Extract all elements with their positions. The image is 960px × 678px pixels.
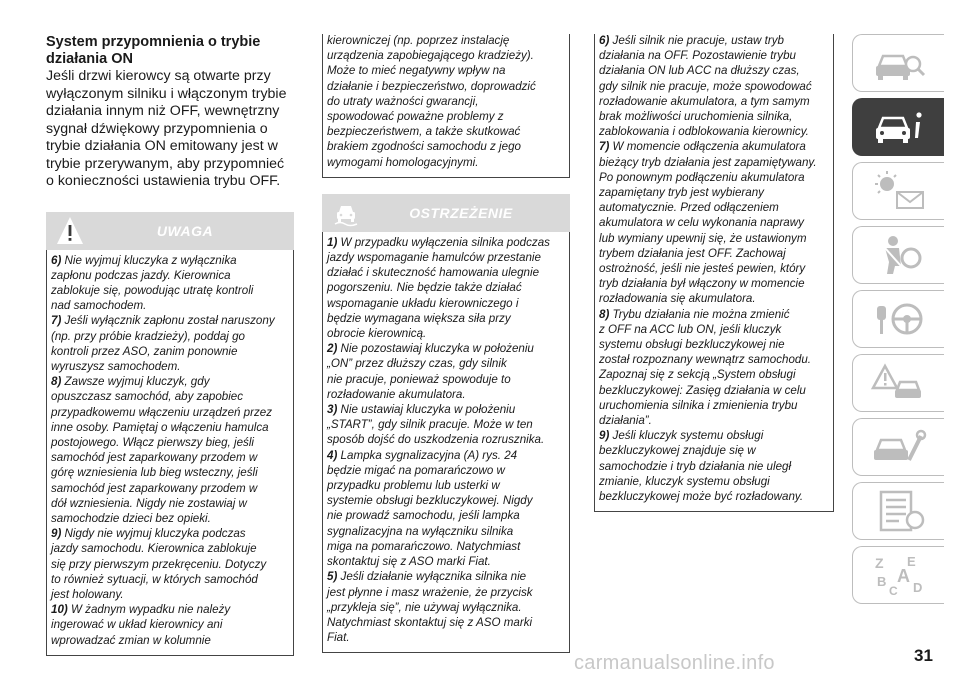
note-text: będzie migać na pomarańczowo w bbox=[327, 463, 505, 477]
note-text: Fiat. bbox=[327, 631, 350, 645]
note-text: zapłonu podczas jazdy. Kierownica bbox=[51, 268, 231, 282]
body-line: wyłączonym silniku i włączonym trybie bbox=[46, 85, 287, 102]
note-line bbox=[51, 345, 287, 359]
note-line bbox=[327, 479, 563, 493]
note-line bbox=[327, 433, 563, 447]
note-line bbox=[51, 451, 287, 465]
note-text: Zawsze wyjmuj kluczyk, gdy bbox=[64, 375, 210, 389]
note-text: Nie ustawiaj kluczyka w położeniu bbox=[340, 403, 516, 417]
tab-safety[interactable] bbox=[852, 226, 944, 284]
note-text: przypadku problemu lub usterki w bbox=[327, 479, 500, 493]
exclamation-triangle-icon bbox=[56, 216, 84, 246]
note-line bbox=[51, 466, 287, 480]
note-text: lub wymiany upewnij się, że ustawionym bbox=[599, 231, 807, 245]
note-line bbox=[51, 634, 287, 648]
section-title bbox=[46, 34, 294, 68]
note-text: jest płynne i masz wrażenie, że przycisk bbox=[327, 585, 533, 599]
note-text: Lampka sygnalizacyjna (A) rys. 24 bbox=[340, 448, 518, 462]
note-text: Zapoznaj się z sekcją „System obsługi bbox=[599, 368, 796, 382]
note-line bbox=[51, 299, 287, 313]
note-text: Jeśli kluczyk systemu obsługi bbox=[612, 429, 764, 443]
note-text: brak możliwości uruchomienia silnika, bbox=[599, 110, 793, 124]
column-3 bbox=[594, 34, 834, 512]
svg-text:B: B bbox=[876, 574, 886, 589]
svg-text:D: D bbox=[912, 580, 922, 595]
body-line: o konieczności ustawienia trybu OFF. bbox=[46, 173, 281, 189]
note-line bbox=[599, 460, 827, 474]
note-number: 1) bbox=[327, 235, 338, 249]
note-number: 5) bbox=[327, 570, 338, 584]
note-line bbox=[327, 525, 563, 539]
note-text: działać i skuteczność hamowania ulegnie bbox=[327, 266, 540, 280]
note-text: rozładowanie akumulatora. bbox=[327, 387, 466, 401]
note-first-line bbox=[51, 603, 287, 617]
note-line bbox=[599, 49, 827, 63]
note-line bbox=[599, 399, 827, 413]
note-line bbox=[599, 80, 827, 94]
note-text: gdy silnik nie pracuje, może spowodować bbox=[599, 79, 812, 93]
note-line bbox=[51, 421, 287, 435]
tab-maintenance[interactable] bbox=[852, 418, 944, 476]
note-line bbox=[599, 186, 827, 200]
note-text: jest holowany. bbox=[51, 587, 124, 601]
alphabet-index-icon bbox=[869, 552, 929, 598]
note-first-line bbox=[327, 449, 563, 463]
body-line: trybie działania ON emitowany jest w bbox=[46, 138, 278, 154]
note-text: rozładowanie akumulatora, a tym samym bbox=[599, 94, 810, 108]
note-line: kierowniczej (np. poprzez instalację bbox=[327, 34, 510, 47]
note-text: automatycznie. Przed odłączeniem bbox=[599, 201, 779, 215]
note-line bbox=[599, 156, 827, 170]
note-line bbox=[51, 573, 287, 587]
note-line bbox=[51, 284, 287, 298]
note-first-line bbox=[599, 429, 827, 443]
note-text: bezkluczykowej znajduje się w bbox=[599, 444, 756, 458]
note-line bbox=[327, 464, 563, 478]
note-text: dół wzniesienia. Nigdy nie zostawiaj w bbox=[51, 496, 247, 510]
note-number: 2) bbox=[327, 342, 338, 356]
note-line bbox=[599, 262, 827, 276]
note-text: samochodzie i tryb działania nie uległ bbox=[599, 459, 792, 473]
watermark-text: carmanualsonline.info bbox=[574, 652, 775, 674]
svg-text:E: E bbox=[906, 554, 916, 569]
note-line: spowodować poważne problemy z bbox=[327, 110, 504, 124]
note-first-line bbox=[327, 342, 563, 356]
note-line bbox=[327, 281, 563, 295]
note-first-line bbox=[327, 403, 563, 417]
note-first-line bbox=[51, 527, 287, 541]
note-line bbox=[599, 277, 827, 291]
note-line bbox=[599, 64, 827, 78]
note-line bbox=[599, 292, 827, 306]
note-text: systemu obsługi bezkluczykowej nie bbox=[599, 338, 785, 352]
body-line: Jeśli drzwi kierowcy są otwarte przy bbox=[46, 68, 271, 84]
note-line bbox=[51, 618, 287, 632]
note-line bbox=[599, 444, 827, 458]
note-line bbox=[51, 558, 287, 572]
note-line bbox=[599, 368, 827, 382]
note-line bbox=[327, 312, 563, 326]
note-number: 7) bbox=[599, 140, 610, 154]
note-text: systemie obsługi bezkluczykowej. Nigdy bbox=[327, 494, 533, 508]
note-text: działania na OFF. Pozostawienie trybu bbox=[599, 49, 796, 63]
note-text: zmianie, kluczyk systemu obsługi bbox=[599, 474, 770, 488]
note-first-line bbox=[51, 254, 287, 268]
note-line bbox=[327, 601, 563, 615]
note-line: bezpieczeństwem, a także skutkować bbox=[327, 125, 521, 139]
note-line bbox=[599, 384, 827, 398]
note-text: z OFF na ACC lub ON, jeśli kluczyk bbox=[599, 322, 782, 336]
uwaga-title: UWAGA bbox=[156, 222, 214, 239]
note-text: nad samochodem. bbox=[51, 299, 147, 313]
note-text: nie pracuje, ponieważ spowoduje to bbox=[327, 372, 511, 386]
note-number: 9) bbox=[599, 429, 610, 443]
note-text: Natychmiast skontaktuj się z ASO marki bbox=[327, 615, 533, 629]
note-text: działania”. bbox=[599, 414, 652, 428]
note-text: postojowego. Włącz pierwszy bieg, jeśli bbox=[51, 435, 254, 449]
note-line bbox=[51, 436, 287, 450]
note-text: Jeśli silnik nie pracuje, ustaw tryb bbox=[612, 34, 784, 47]
note-line bbox=[599, 338, 827, 352]
note-text: kontroli przez ASO, zanim ponownie bbox=[51, 344, 238, 358]
note-text: to również sytuacji, w których samochód bbox=[51, 572, 258, 586]
ostrzezenie-continued-box bbox=[594, 34, 834, 512]
light-envelope-icon bbox=[869, 168, 929, 214]
note-number: 10) bbox=[51, 603, 68, 617]
note-text: „START”, gdy silnik pracuje. Może w ten bbox=[327, 418, 533, 432]
note-text: Trybu działania nie można zmienić bbox=[612, 307, 790, 321]
warning-car-icon bbox=[869, 360, 929, 406]
note-first-line bbox=[51, 375, 287, 389]
svg-text:Z: Z bbox=[874, 555, 884, 571]
note-line bbox=[599, 110, 827, 124]
note-first-line bbox=[327, 236, 563, 250]
note-text: zapamiętany tryb jest wybierany bbox=[599, 186, 764, 200]
tab-lights-warnings[interactable] bbox=[852, 162, 944, 220]
note-text: przypadkowemu włączeniu urządzeń przez bbox=[51, 405, 273, 419]
note-number: 6) bbox=[51, 253, 62, 267]
car-wrench-icon bbox=[869, 424, 929, 470]
note-text: W momencie odłączenia akumulatora bbox=[612, 140, 806, 154]
note-line bbox=[327, 297, 563, 311]
body-line: trybie przerywanym, aby przypomnieć bbox=[46, 155, 285, 172]
note-text: wprowadzać zmian w kolumnie bbox=[51, 633, 211, 647]
note-line bbox=[327, 418, 563, 432]
tab-technical-data[interactable] bbox=[852, 482, 944, 540]
note-text: (np. przy próbie kradzieży), poddaj go bbox=[51, 329, 245, 343]
note-line bbox=[327, 357, 563, 371]
note-text: jazdy wspomaganie hamulców przestanie bbox=[327, 251, 541, 265]
note-text: będzie wymagana większa siła przy bbox=[327, 311, 511, 325]
note-text: trybem działania jest OFF. Zachowaj bbox=[599, 246, 786, 260]
ostrzezenie-box bbox=[322, 232, 570, 653]
note-line bbox=[51, 269, 287, 283]
note-text: opuszczasz samochód, aby zapobiec bbox=[51, 390, 244, 404]
note-text: ostrożność, jeśli nie jesteś pewien, który bbox=[599, 262, 806, 276]
section-body bbox=[46, 68, 294, 191]
svg-text:C: C bbox=[888, 584, 898, 598]
body-line: sygnał dźwiękowy przypomnienia o bbox=[46, 120, 268, 137]
note-line bbox=[599, 490, 827, 504]
note-text: obrocie kierownicą. bbox=[327, 327, 427, 341]
note-text: Po ponownym podłączeniu akumulatora bbox=[599, 170, 805, 184]
note-line: wymogami homologacyjnymi. bbox=[327, 155, 479, 169]
note-text: zablokowania i odblokowania kierownicy. bbox=[599, 125, 809, 139]
note-line bbox=[327, 327, 563, 341]
note-text: samochód jest zaparkowany przodem w bbox=[51, 451, 258, 465]
note-first-line bbox=[599, 34, 827, 48]
note-first-line bbox=[599, 140, 827, 154]
note-line bbox=[327, 631, 563, 645]
note-line bbox=[599, 201, 827, 215]
note-text: miga na pomarańczowo. Natychmiast bbox=[327, 539, 521, 553]
tab-emergency[interactable] bbox=[852, 354, 944, 412]
note-text: wspomaganie układu kierowniczego i bbox=[327, 296, 519, 310]
note-line bbox=[51, 497, 287, 511]
tab-car-dashboard[interactable] bbox=[852, 34, 944, 92]
note-text: skontaktuj się z ASO marki Fiat. bbox=[327, 555, 491, 569]
note-text: bezkluczykowej może być rozładowany. bbox=[599, 490, 804, 504]
tab-car-info[interactable] bbox=[852, 98, 944, 156]
note-text: się przy pierwszym przekręceniu. Dotyczy bbox=[51, 557, 267, 571]
chapter-tabs bbox=[852, 34, 944, 610]
note-text: zablokuje się, powodując utratę kontroli bbox=[51, 283, 254, 297]
note-line bbox=[327, 494, 563, 508]
note-text: bezkluczykowej: Zasięg działania w celu bbox=[599, 383, 806, 397]
note-text: tryb działania był włączony w momencie bbox=[599, 277, 805, 291]
column-1 bbox=[46, 34, 294, 656]
note-text: uruchomienia silnika i zmienienia trybu bbox=[599, 398, 798, 412]
note-text: działania ON lub ACC na dłuższy czas, bbox=[599, 64, 800, 78]
note-line bbox=[327, 555, 563, 569]
note-first-line bbox=[51, 314, 287, 328]
note-line bbox=[599, 171, 827, 185]
note-text: jazdy samochodu. Kierownica zablokuje bbox=[51, 542, 257, 556]
uwaga-continued-box bbox=[322, 34, 570, 178]
note-line bbox=[51, 390, 287, 404]
page-number: 31 bbox=[914, 646, 933, 665]
note-text: W przypadku wyłączenia silnika podczas bbox=[340, 235, 550, 249]
note-line bbox=[599, 414, 827, 428]
note-text: sygnalizacyjna na wyłączniku silnika bbox=[327, 524, 514, 538]
note-line bbox=[51, 406, 287, 420]
note-line bbox=[51, 360, 287, 374]
note-line bbox=[599, 323, 827, 337]
note-text: samochodzie dzieci bez opieki. bbox=[51, 511, 211, 525]
note-text: został rozpoznany wewnątrz samochodu. bbox=[599, 353, 812, 367]
note-line bbox=[599, 95, 827, 109]
body-line: działania innym niż OFF, wewnętrzny bbox=[46, 103, 280, 119]
note-line bbox=[327, 266, 563, 280]
note-line bbox=[599, 125, 827, 139]
note-number: 6) bbox=[599, 34, 610, 47]
note-line: brakiem zgodności samochodu z jego bbox=[327, 140, 521, 154]
car-warning-icon bbox=[332, 198, 360, 228]
note-line bbox=[327, 509, 563, 523]
tab-starting-driving[interactable] bbox=[852, 290, 944, 348]
tab-index[interactable] bbox=[852, 546, 944, 604]
note-number: 4) bbox=[327, 448, 338, 462]
note-line bbox=[327, 373, 563, 387]
note-text: bieżący tryb działania jest zapamiętywany. bbox=[599, 155, 817, 169]
note-text: pogorszeniu. Nie będzie także działać bbox=[327, 281, 522, 295]
car-magnifier-icon bbox=[869, 40, 929, 86]
note-line: działanie i bezpieczeństwo, doprowadzić bbox=[327, 79, 536, 93]
note-line bbox=[599, 216, 827, 230]
ostrzezenie-header bbox=[322, 194, 570, 232]
note-text: akumulatora w celu wykonania naprawy bbox=[599, 216, 804, 230]
checklist-icon bbox=[869, 488, 929, 534]
note-line bbox=[51, 588, 287, 602]
key-steering-wheel-icon bbox=[869, 296, 929, 342]
note-text: samochód jest zaparkowany przodem w bbox=[51, 481, 258, 495]
note-line bbox=[51, 482, 287, 496]
note-line bbox=[599, 353, 827, 367]
note-number: 7) bbox=[51, 314, 62, 328]
svg-text:A: A bbox=[896, 566, 910, 586]
note-line: Może to mieć negatywny wpływ na bbox=[327, 64, 506, 78]
note-text: „ON” przez dłuższy czas, gdy silnik bbox=[327, 357, 507, 371]
section-title-line: System przypomnienia o trybie bbox=[46, 34, 261, 50]
note-number: 8) bbox=[599, 307, 610, 321]
section-title-line: działania ON bbox=[46, 51, 134, 67]
ostrzezenie-title: OSTRZEŻENIE bbox=[409, 204, 513, 221]
note-line bbox=[599, 232, 827, 246]
note-text: W żadnym wypadku nie należy bbox=[71, 603, 231, 617]
note-line bbox=[51, 512, 287, 526]
note-number: 9) bbox=[51, 527, 62, 541]
note-line: urządzenia zapobiegającego kradzieży). bbox=[327, 49, 534, 63]
note-line bbox=[51, 330, 287, 344]
note-text: Jeśli działanie wyłącznika silnika nie bbox=[340, 570, 527, 584]
note-number: 3) bbox=[327, 403, 338, 417]
note-text: Jeśli wyłącznik zapłonu został naruszony bbox=[64, 314, 275, 328]
note-text: ingerować w układ kierownicy ani bbox=[51, 618, 223, 632]
note-text: górę wzniesienia lub bieg wsteczny, jeśli bbox=[51, 466, 258, 480]
note-text: nie prowadź samochodu, jeśli lampka bbox=[327, 509, 520, 523]
uwaga-box bbox=[46, 250, 294, 656]
note-line bbox=[327, 616, 563, 630]
note-line bbox=[327, 540, 563, 554]
note-text: Nie wyjmuj kluczyka z wyłącznika bbox=[64, 253, 237, 267]
uwaga-header bbox=[46, 212, 294, 250]
note-line bbox=[599, 475, 827, 489]
note-text: Nie pozostawiaj kluczyka w położeniu bbox=[340, 342, 534, 356]
note-line bbox=[599, 247, 827, 261]
column-2 bbox=[322, 34, 570, 653]
note-first-line bbox=[327, 570, 563, 584]
note-number: 8) bbox=[51, 375, 62, 389]
car-info-icon bbox=[869, 104, 929, 150]
note-text: wyruszysz samochodem. bbox=[51, 359, 181, 373]
note-line bbox=[327, 251, 563, 265]
note-line: do utraty ważności gwarancji, bbox=[327, 94, 479, 108]
note-first-line bbox=[599, 308, 827, 322]
note-line bbox=[327, 586, 563, 600]
note-line bbox=[327, 388, 563, 402]
note-text: Nigdy nie wyjmuj kluczyka podczas bbox=[64, 527, 246, 541]
note-text: rozładowania się akumulatora. bbox=[599, 292, 756, 306]
note-line bbox=[51, 542, 287, 556]
note-text: sposób dojść do uszkodzenia rozrusznika. bbox=[327, 433, 545, 447]
note-text: „przykleja się”, nie używaj wyłącznika. bbox=[327, 600, 522, 614]
seatbelt-person-icon bbox=[869, 232, 929, 278]
note-text: inne osoby. Pamiętaj o włączeniu hamulca bbox=[51, 420, 269, 434]
